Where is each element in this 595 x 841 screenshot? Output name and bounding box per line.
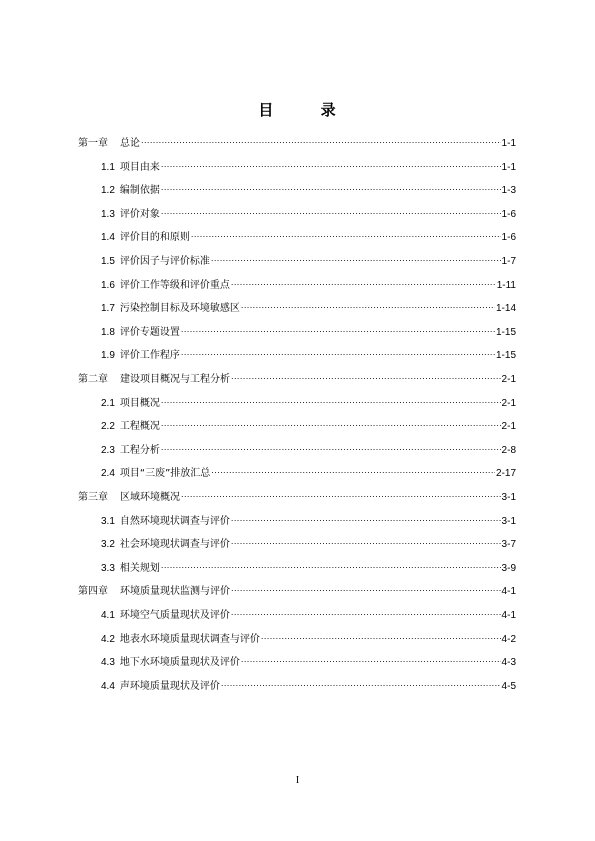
toc-entry-page: 1-6 [501, 209, 516, 220]
toc-chapter-row[interactable] [78, 368, 516, 385]
toc-entry-page: 4-1 [501, 610, 516, 621]
toc-entry-number: 3.1 [101, 516, 115, 527]
toc-section-row[interactable] [101, 297, 516, 314]
toc-dot-leader [191, 226, 501, 240]
toc-entry-number: 1.3 [101, 209, 115, 220]
toc-entry-number: 4.1 [101, 610, 115, 621]
toc-entry-title: 评价目的和原则 [119, 232, 190, 243]
toc-entry-number: 第一章 [78, 138, 108, 149]
toc-entry-title: 地下水环境质量现状及评价 [119, 657, 240, 668]
toc-dot-leader [141, 132, 501, 146]
toc-entry-title: 评价专题设置 [119, 327, 180, 338]
toc-entry-title: 地表水环境质量现状调查与评价 [119, 634, 260, 645]
toc-chapter-row[interactable] [78, 486, 516, 503]
toc-entry-title: 评价工作等级和评价重点 [119, 280, 230, 291]
toc-section-row[interactable] [101, 344, 516, 361]
toc-entry-page: 2-17 [495, 468, 516, 479]
toc-entry-number: 第二章 [78, 374, 108, 385]
toc-entry-number: 1.1 [101, 162, 115, 173]
toc-entry-number: 3.3 [101, 563, 115, 574]
toc-dot-leader [161, 179, 501, 193]
toc-section-row[interactable] [101, 510, 516, 527]
toc-dot-leader [221, 675, 501, 689]
toc-entry-number: 1.7 [101, 303, 115, 314]
toc-entry-title: 社会环境现状调查与评价 [119, 539, 230, 550]
toc-entry-page: 1-11 [496, 280, 516, 291]
toc-section-row[interactable] [101, 628, 516, 645]
toc-entry-page: 1-1 [501, 162, 516, 173]
toc-dot-leader [211, 462, 495, 476]
toc-entry-number: 2.3 [101, 445, 115, 456]
toc-entry-page: 1-14 [495, 303, 516, 314]
toc-dot-leader [241, 297, 495, 311]
toc-dot-leader [211, 250, 501, 264]
toc-entry-title: 工程概况 [119, 421, 160, 432]
toc-entry-title: 相关规划 [119, 563, 160, 574]
toc-entry-title: 环境空气质量现状及评价 [119, 610, 230, 621]
toc-dot-leader [231, 533, 501, 547]
toc-entry-page: 4-5 [501, 681, 516, 692]
toc-entry-number: 1.2 [101, 185, 115, 196]
toc-entry-title: 环境质量现状监测与评价 [120, 586, 230, 597]
toc-dot-leader [241, 651, 501, 665]
toc-section-row[interactable] [101, 226, 516, 243]
toc-section-row[interactable] [101, 415, 516, 432]
toc-entry-page: 3-7 [501, 539, 516, 550]
toc-entry-page: 4-2 [501, 634, 516, 645]
toc-entry-number: 1.9 [101, 350, 115, 361]
toc-section-row[interactable] [101, 203, 516, 220]
toc-dot-leader [231, 368, 501, 382]
toc-dot-leader [161, 392, 501, 406]
toc-section-row[interactable] [101, 179, 516, 196]
toc-entry-page: 3-9 [501, 563, 516, 574]
toc-entry-number: 第四章 [78, 586, 108, 597]
page-title: 目 录 [258, 101, 337, 119]
toc-dot-leader [231, 510, 501, 524]
toc-entry-page: 1-3 [501, 185, 516, 196]
toc-chapter-row[interactable] [78, 132, 516, 149]
toc-entry-title: 自然环境现状调查与评价 [119, 516, 230, 527]
toc-entry-title: 声环境质量现状及评价 [119, 681, 220, 692]
toc-dot-leader [181, 344, 495, 358]
toc-entry-page: 2-8 [501, 445, 516, 456]
toc-section-row[interactable] [101, 675, 516, 692]
toc-entry-title: 工程分析 [119, 445, 160, 456]
toc-entry-number: 1.6 [101, 280, 115, 291]
toc-entry-page: 1-15 [495, 350, 516, 361]
toc-entry-title: 项目由来 [119, 162, 160, 173]
toc-entry-title: 评价工作程序 [119, 350, 180, 361]
toc-entry-number: 2.1 [101, 398, 115, 409]
toc-entry-title: 项目“三废”排放汇总 [119, 468, 211, 479]
toc-entry-title: 编制依据 [119, 185, 160, 196]
toc-section-row[interactable] [101, 156, 516, 173]
toc-entry-page: 1-7 [501, 256, 516, 267]
toc-entry-page: 2-1 [501, 374, 516, 385]
toc-section-row[interactable] [101, 462, 516, 479]
toc-entry-page: 2-1 [501, 421, 516, 432]
toc-dot-leader [231, 274, 496, 288]
toc-section-row[interactable] [101, 321, 516, 338]
toc-entry-number: 4.4 [101, 681, 115, 692]
toc-dot-leader [161, 415, 501, 429]
toc-dot-leader [161, 203, 501, 217]
toc-dot-leader [231, 580, 501, 594]
toc-dot-leader [161, 156, 501, 170]
toc-entry-title: 项目概况 [119, 398, 160, 409]
toc-section-row[interactable] [101, 250, 516, 267]
page-number: I [295, 775, 300, 786]
toc-entry-page: 2-1 [501, 398, 516, 409]
toc-entry-page: 4-1 [501, 586, 516, 597]
toc-entry-title: 评价因子与评价标准 [119, 256, 210, 267]
toc-entry-number: 1.8 [101, 327, 115, 338]
toc-entry-number: 3.2 [101, 539, 115, 550]
toc-entry-title: 污染控制目标及环境敏感区 [119, 303, 240, 314]
toc-dot-leader [231, 604, 501, 618]
toc-entry-title: 评价对象 [119, 209, 160, 220]
toc-section-row[interactable] [101, 651, 516, 668]
toc-entry-page: 3-1 [501, 492, 516, 503]
toc-section-row[interactable] [101, 533, 516, 550]
toc-entry-number: 第三章 [78, 492, 108, 503]
toc-entry-page: 4-3 [501, 657, 516, 668]
toc-entry-number: 4.3 [101, 657, 115, 668]
toc-entry-page: 1-15 [495, 327, 516, 338]
toc-section-row[interactable] [101, 557, 516, 574]
toc-entry-title: 建设项目概况与工程分析 [120, 374, 230, 385]
toc-entry-page: 3-1 [501, 516, 516, 527]
toc-dot-leader [181, 486, 501, 500]
toc-dot-leader [181, 321, 495, 335]
toc-entry-number: 4.2 [101, 634, 115, 645]
toc-dot-leader [161, 557, 501, 571]
toc-entry-title: 区域环境概况 [120, 492, 180, 503]
toc-section-row[interactable] [101, 274, 516, 291]
toc-section-row[interactable] [101, 604, 516, 621]
toc-entry-number: 2.2 [101, 421, 115, 432]
toc-section-row[interactable] [101, 439, 516, 456]
toc-entry-title: 总论 [120, 138, 140, 149]
toc-entry-number: 1.4 [101, 232, 115, 243]
toc-dot-leader [161, 439, 501, 453]
toc-entry-number: 1.5 [101, 256, 115, 267]
toc-chapter-row[interactable] [78, 580, 516, 597]
toc-entry-page: 1-1 [501, 138, 516, 149]
toc-entry-number: 2.4 [101, 468, 115, 479]
toc-section-row[interactable] [101, 392, 516, 409]
toc-entry-page: 1-6 [501, 232, 516, 243]
toc-dot-leader [261, 628, 501, 642]
